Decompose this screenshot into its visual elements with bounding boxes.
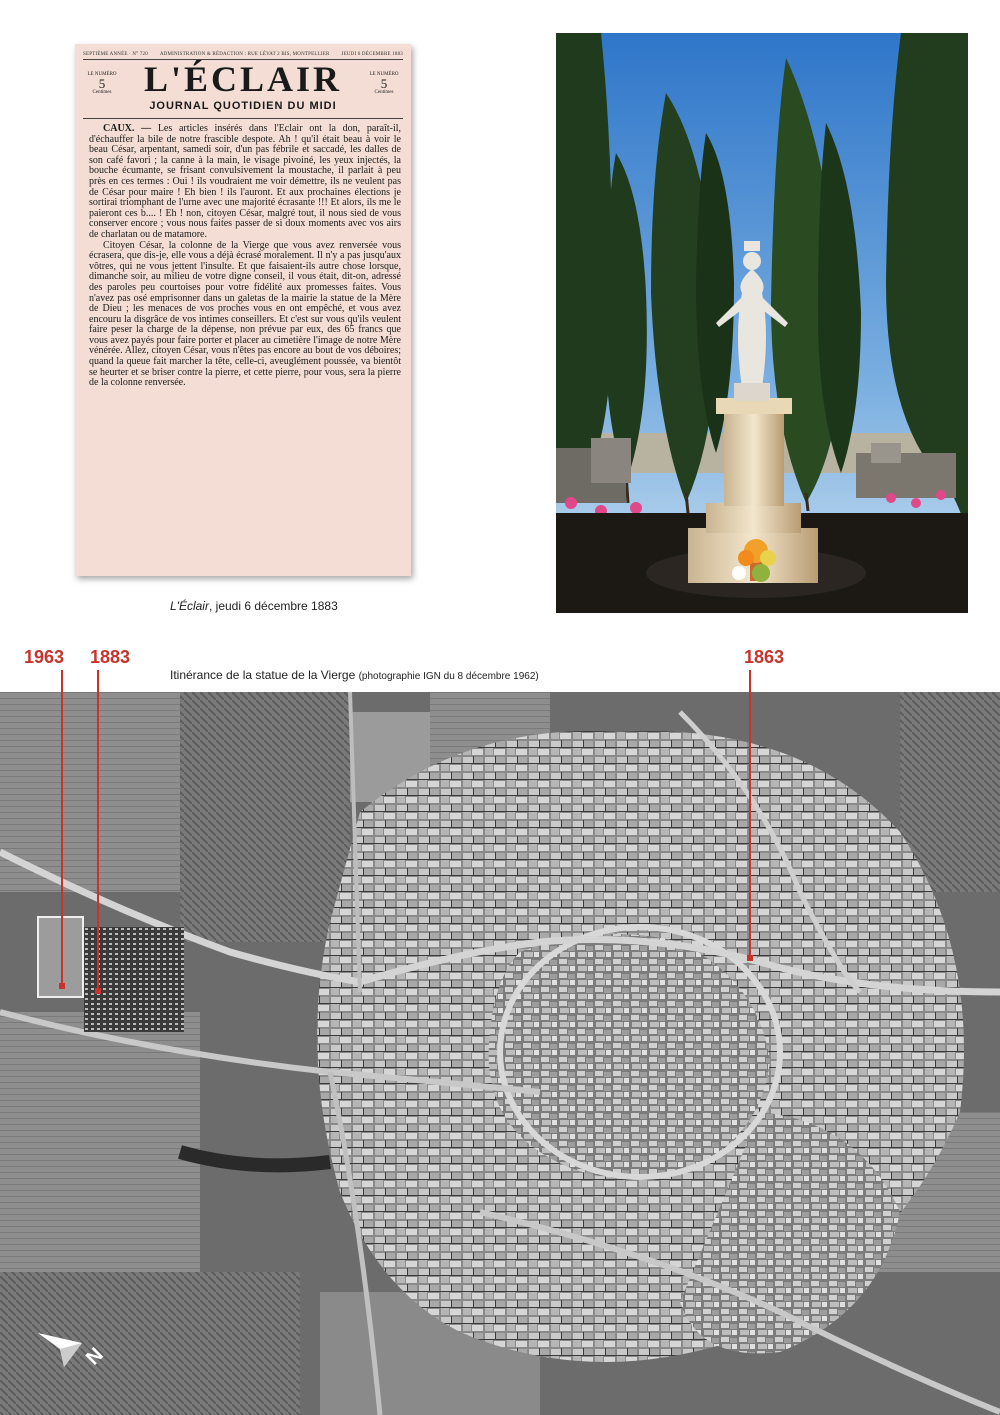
marker-line-1963 [61,670,63,987]
aerial-photo-illustration [0,692,1000,1415]
issue-line: SEPTIÈME ANNÉE · N° 720 [83,52,148,57]
aerial-caption-source: (photographie IGN du 8 décembre 1962) [358,671,539,682]
price-value: 5 [98,76,106,91]
marker-line-1883 [97,670,99,992]
aerial-caption [170,668,539,682]
masthead-rule-bottom [83,118,403,119]
price-label: LE NUMÉRO [369,72,399,77]
marker-dot-1883 [95,988,101,994]
marker-line-1863 [749,670,751,958]
aerial-photograph [0,692,1000,1415]
north-label: N [81,1343,108,1370]
article-lead: CAUX. — [103,123,152,134]
year-label-1883: 1883 [90,647,131,667]
price-unit: Centimes [374,90,394,95]
date-line: JEUDI 6 DÉCEMBRE 1883 [341,52,403,57]
marker-dot-1963 [59,983,65,989]
marker-dot-1863 [747,955,753,961]
year-label-1863: 1863 [744,647,785,667]
caption-date: , jeudi 6 décembre 1883 [208,599,338,613]
newspaper-subtitle: JOURNAL QUOTIDIEN DU MIDI [149,100,337,112]
year-label-1963: 1963 [24,647,65,667]
admin-line: ADMINISTRATION & RÉDACTION : RUE LÉVAT 2 BIS, MONTPELLIER [159,52,330,57]
price-value: 5 [380,76,388,91]
newspaper-caption [170,599,410,613]
price-unit: Centimes [92,90,112,95]
article-paragraph-1-text: Les articles insérés dans l'Eclair ont la don, paraît-il, d'échauffer la bile de notre frascible despote. Ah ! qu'il était beau à voir le beau César, arpentant, samedi soir, d'un pas fébrile et saccadé, les dalles de son café favori ; la canne à la main, le visage pivoiné, les yeux injectés, la bouche écumante, se frisant convulsivement la moustache, il parlait à peu près en ces termes : Oui ! ils voudraient me voir démettre, ils ne veulent pas de César pour maire ! Eh bien ! ils l'auront. Et aux prochaines élections je sortirai triomphant de l'urne avec une majorité écrasante !!! Et alors, ils me le paieront ces b.... ! Eh ! non, citoyen César, malgré tout, il nous sied de vous conserver encore ; vous nous faites passer de si doux moments avec vos airs de charlatan ou de matamore. [89,123,402,240]
masthead-top-line [83,52,403,57]
caption-newspaper-name: L'Éclair [170,599,209,613]
article-body [89,124,401,389]
statue-photo [556,33,968,613]
aerial-caption-main: Itinérance de la statue de la Vierge [170,668,356,682]
statue-photo-illustration [556,33,968,613]
price-label: LE NUMÉRO [87,72,117,77]
article-paragraph-2: Citoyen César, la colonne de la Vierge que vous avez renversée vous écrasera, que dis-je, elle vous a déjà écrasé moralement. Il n'y a pas jusqu'aux vôtres, qui ne vous jettent l'insulte. Et que faisaient-ils autre chose lorsque, dimanche soir, au milieu de votre digne conseil, il vous était, dit-on, adressé des paroles peu courtoises pour votre fidélité aux promesses faites. Vous n'avez pas osé emprisonner dans un galetas de la mairie la statue de la Mère de Dieu ; les menaces de vos proches vous en ont empêché, et vous avez encouru la disgrâce de vos intimes conseillers. Et c'est sur vous qu'ils veulent faire peser la charge de la dépense, non prévue par eux, des 65 francs que vous avez payés pour faire porter et placer au cimetière l'image de notre Mère vénérée. Allez, citoyen César, vous n'êtes pas encore au bout de vos déboires; quand la queue fait marcher la tête, celle-ci, aveuglément poussée, va bientôt se heurter et se briser contre la pierre, et cette pierre, pour vous, sera la pierre de la colonne renversée. [89,239,401,389]
article-paragraph-1 [89,124,401,241]
newspaper-clipping [75,44,411,576]
newspaper-title: L'ÉCLAIR [143,59,343,99]
